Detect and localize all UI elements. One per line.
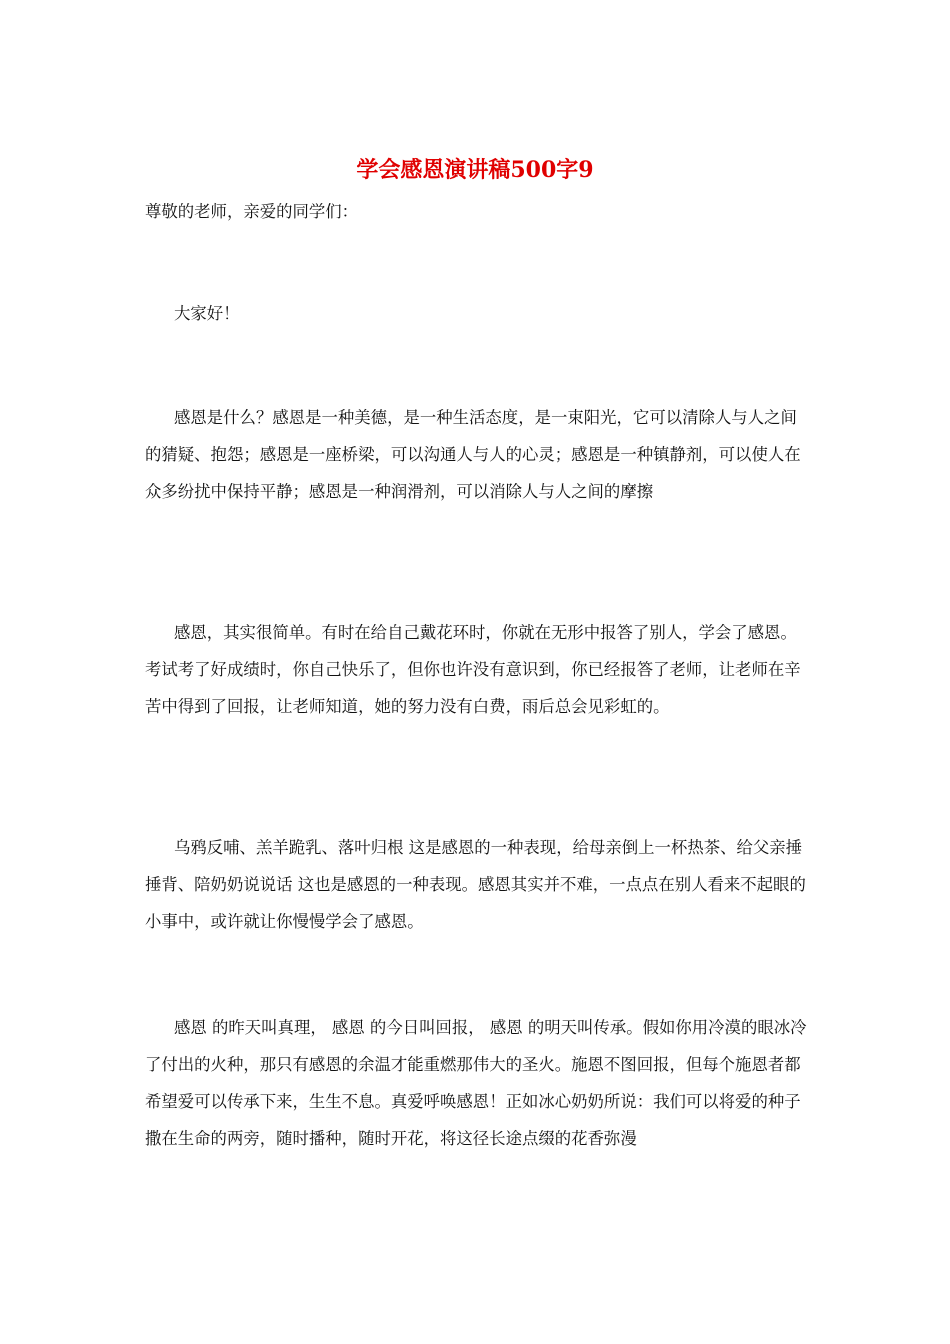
- paragraph-1: 大家好！: [174, 304, 240, 323]
- paragraph-3: 感恩，其实很简单。有时在给自己戴花环时，你就在无形中报答了别人，学会了感恩。考试考了好成绩时，你自己快乐了，但你也许没有意识到，你已经报答了老师，让老师在辛苦中得到了回报，让老师知道，她的努力没有白费，雨后总会见彩虹的。: [145, 623, 801, 716]
- document-title: 学会感恩演讲稿500字9: [356, 157, 594, 183]
- paragraph-2: 感恩是什么？感恩是一种美德，是一种生活态度，是一束阳光，它可以清除人与人之间的猜疑、抱怨；感恩是一座桥梁，可以沟通人与人的心灵；感恩是一种镇静剂，可以使人在众多纷扰中保持平静；感恩是一种润滑剂，可以消除人与人之间的摩擦: [145, 408, 801, 501]
- paragraph-4: 乌鸦反哺、羔羊跪乳、落叶归根 这是感恩的一种表现，给母亲倒上一杯热茶、给父亲捶捶背、陪奶奶说说话 这也是感恩的一种表现。感恩其实并不难，一点点在别人看来不起眼的小事中，或许就让你慢慢学会了感恩。: [145, 838, 806, 931]
- greeting: 尊敬的老师，亲爱的同学们：: [145, 202, 359, 221]
- paragraph-5: 感恩 的昨天叫真理， 感恩 的今日叫回报， 感恩 的明天叫传承。假如你用冷漠的眼冰冷了付出的火种，那只有感恩的余温才能重燃那伟大的圣火。施恩不图回报，但每个施恩者都希望爱可以传承下来，生生不息。真爱呼唤感恩！正如冰心奶奶所说：我们可以将爱的种子撒在生命的两旁，随时播种，随时开花，将这径长途点缀的花香弥漫: [145, 1018, 807, 1148]
